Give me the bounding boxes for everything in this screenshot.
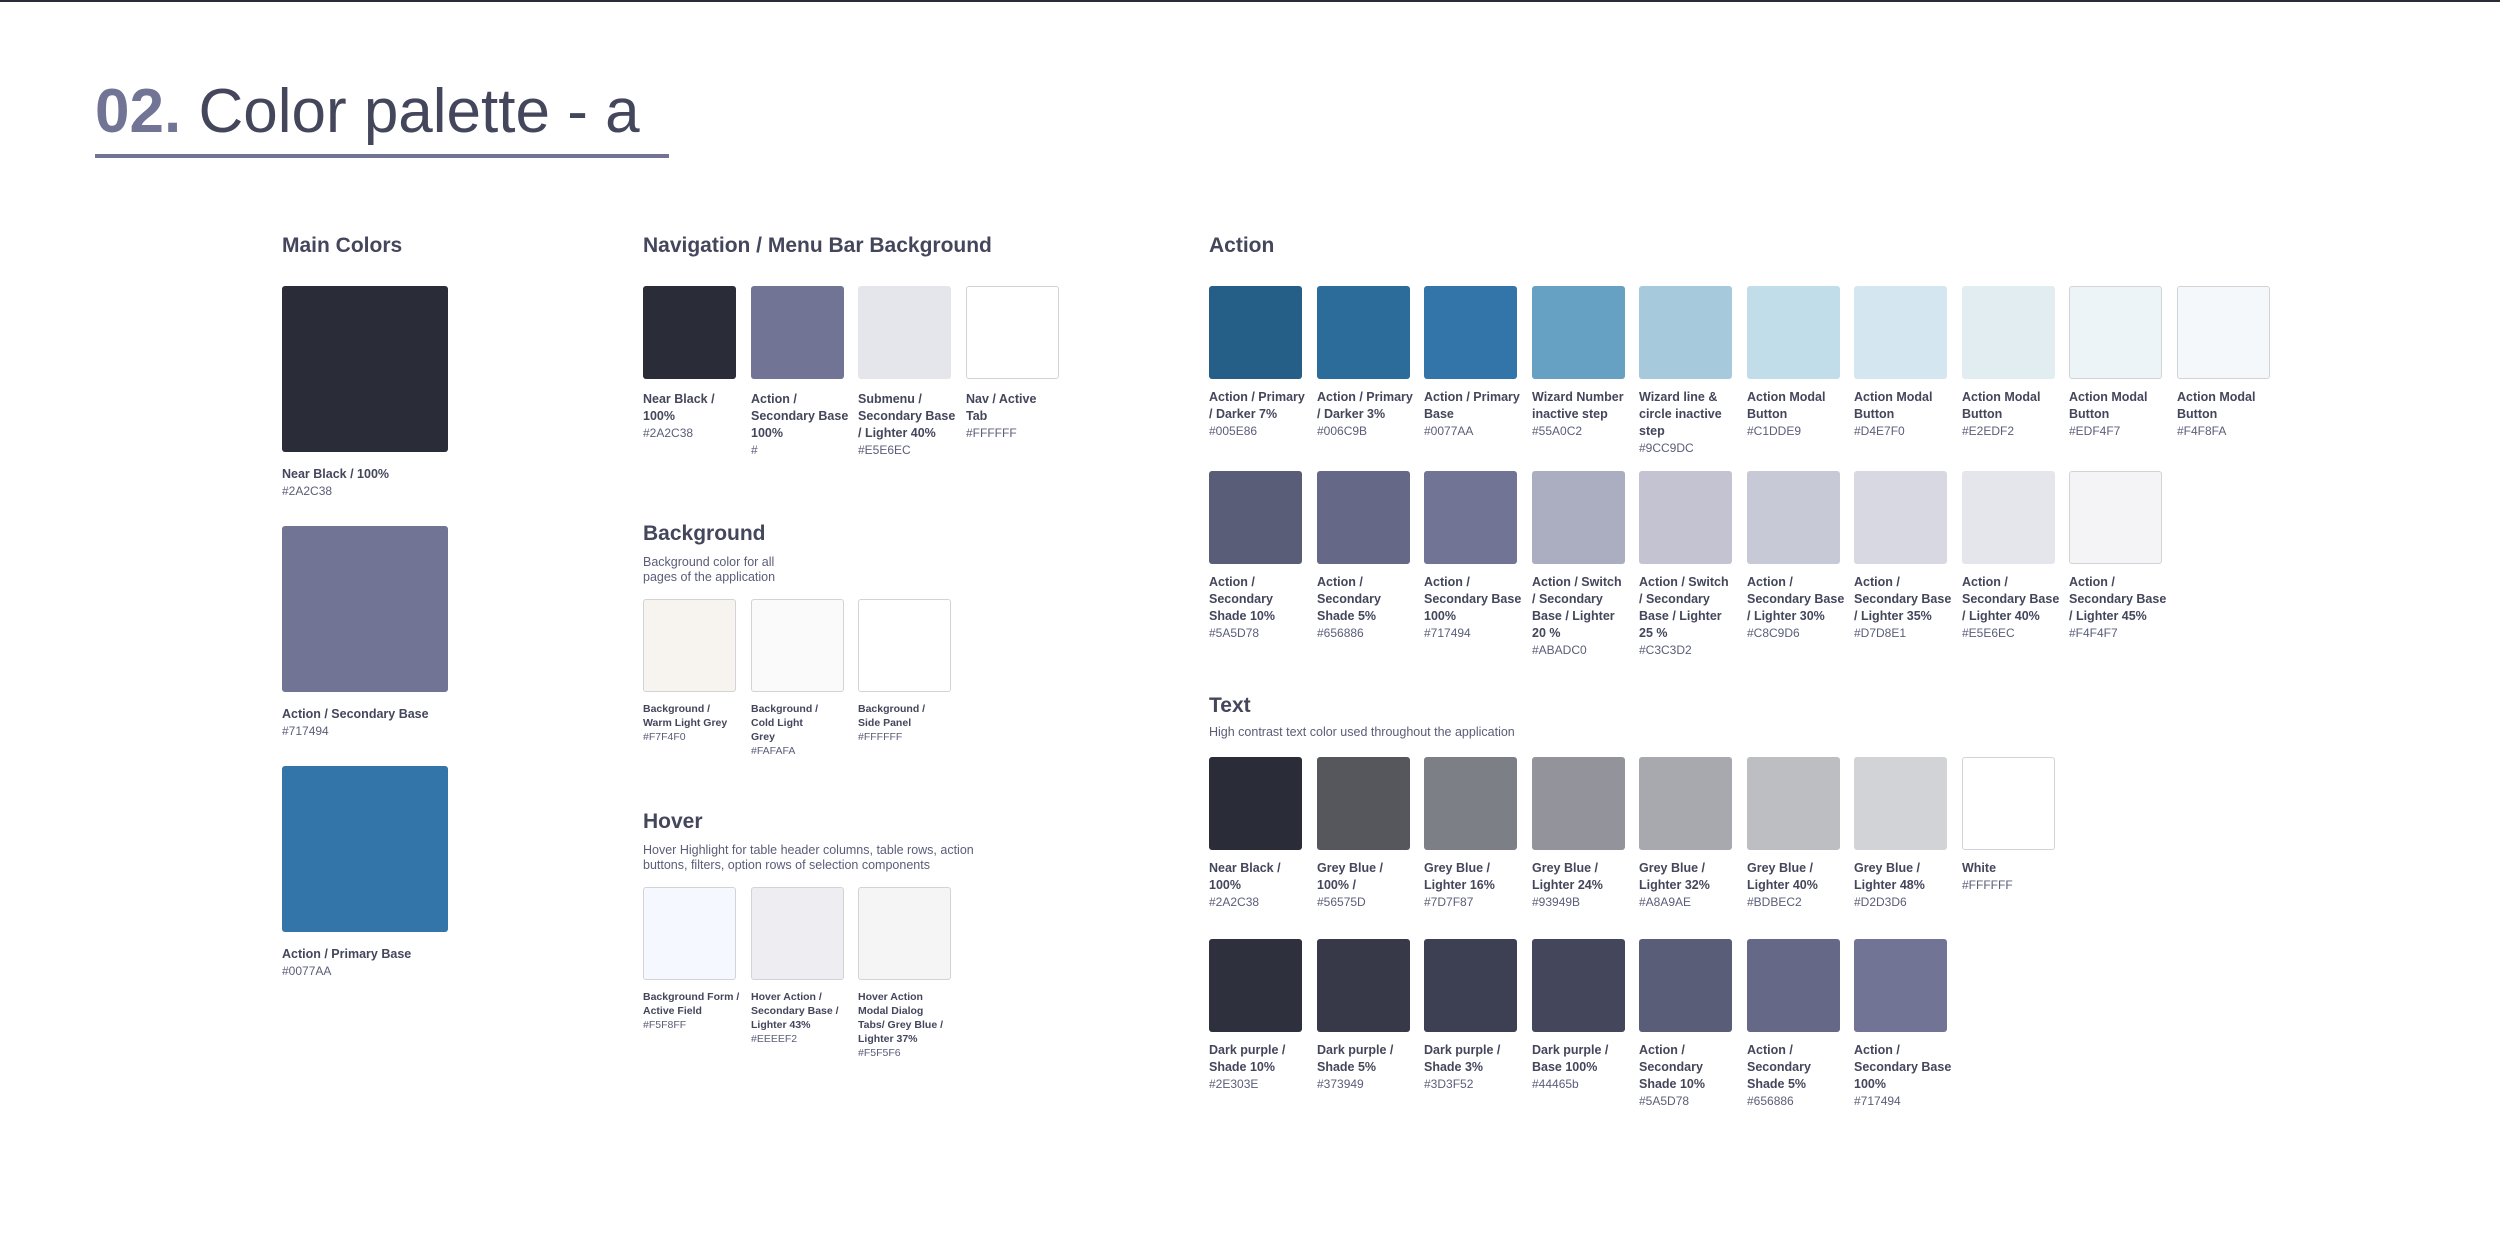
text-color-hex: #BDBEC2 [1747, 895, 1802, 909]
main-color-label: Action / Secondary Base [282, 707, 429, 721]
action-color-hex: #D4E7F0 [1854, 424, 1905, 438]
top-border [0, 0, 2500, 2]
hover-color-label: Background Form / Active Field [643, 991, 740, 1017]
text-color-hex: #2A2C38 [1209, 895, 1260, 909]
action-secondary-color-label: Action / Secondary Base / Lighter 35% [1854, 575, 1952, 623]
action-color-label: Wizard line & circle inactive step [1639, 390, 1722, 438]
action-color-swatch [1747, 286, 1840, 379]
main-color-label: Action / Primary Base [282, 947, 412, 961]
action-secondary-color-hex: #ABADC0 [1532, 643, 1587, 657]
dark-purple-color-swatch [1639, 939, 1732, 1032]
nav-color-hex: #2A2C38 [643, 426, 694, 440]
background-color-swatch [858, 599, 951, 692]
action-secondary-color-label: Action / Secondary Base / Lighter 45% [2069, 575, 2167, 623]
hover-description: Hover Highlight for table header columns, table rows, action buttons, filters, option rows of selection components [643, 843, 974, 872]
dark-purple-color-label: Dark purple / Shade 5% [1317, 1043, 1394, 1074]
text-color-hex: #93949B [1532, 895, 1581, 909]
action-secondary-color-hex: #5A5D78 [1209, 626, 1260, 640]
text-color-label: Grey Blue / Lighter 48% [1854, 861, 1925, 892]
action-color-hex: #F4F8FA [2177, 424, 2227, 438]
action-heading: Action [1209, 234, 1275, 257]
nav-color-swatch [858, 286, 951, 379]
dark-purple-color-hex: #373949 [1317, 1077, 1364, 1091]
action-secondary-color-hex: #E5E6EC [1962, 626, 2015, 640]
action-secondary-color-hex: #D7D8E1 [1854, 626, 1907, 640]
action-secondary-color-label: Action / Secondary Base / Lighter 30% [1747, 575, 1845, 623]
hover-color-swatch [858, 887, 951, 980]
text-color-hex: #FFFFFF [1962, 878, 2013, 892]
action-color-label: Action Modal Button [1854, 390, 1933, 421]
action-secondary-color-swatch [1639, 471, 1732, 564]
dark-purple-color-hex: #3D3F52 [1424, 1077, 1474, 1091]
action-color-hex: #E2EDF2 [1962, 424, 2015, 438]
dark-purple-color-label: Dark purple / Shade 10% [1209, 1043, 1286, 1074]
action-secondary-color-label: Action / Secondary Shade 5% [1317, 575, 1381, 623]
main-color-hex: #717494 [282, 724, 329, 738]
action-color-hex: #C1DDE9 [1747, 424, 1802, 438]
hover-color-swatch [751, 887, 844, 980]
dark-purple-color-label: Dark purple / Base 100% [1532, 1043, 1609, 1074]
nav-color-hex: #FFFFFF [966, 426, 1017, 440]
action-secondary-color-hex: #C8C9D6 [1747, 626, 1800, 640]
action-secondary-color-swatch [1854, 471, 1947, 564]
dark-purple-color-label: Dark purple / Shade 3% [1424, 1043, 1501, 1074]
action-secondary-color-swatch [2069, 471, 2162, 564]
main-colors-heading: Main Colors [282, 234, 403, 257]
action-secondary-color-swatch [1317, 471, 1410, 564]
hover-color-label: Hover Action Modal Dialog Tabs/ Grey Blue / Lighter 37% [858, 991, 943, 1045]
nav-color-swatch [966, 286, 1059, 379]
text-color-hex: #56575D [1317, 895, 1366, 909]
background-heading: Background [643, 522, 766, 545]
dark-purple-color-label: Action / Secondary Shade 10% [1639, 1043, 1706, 1091]
action-color-label: Action / Primary / Darker 3% [1317, 390, 1413, 421]
hover-color-hex: #F5F8FF [643, 1019, 687, 1031]
dark-purple-color-swatch [1317, 939, 1410, 1032]
text-color-swatch [1747, 757, 1840, 850]
action-color-label: Action / Primary Base [1424, 390, 1520, 421]
action-secondary-color-swatch [1209, 471, 1302, 564]
action-color-hex: #006C9B [1317, 424, 1368, 438]
action-secondary-color-label: Action / Switch / Secondary Base / Lighter 20 % [1532, 575, 1622, 640]
section-number: 02. [95, 77, 182, 146]
main-color-swatch [282, 286, 448, 452]
dark-purple-color-hex: #2E303E [1209, 1077, 1259, 1091]
action-secondary-color-hex: #C3C3D2 [1639, 643, 1692, 657]
action-color-swatch [1424, 286, 1517, 379]
navigation-heading: Navigation / Menu Bar Background [643, 234, 992, 257]
nav-color-label: Nav / Active Tab [966, 392, 1037, 423]
page-title [95, 74, 640, 150]
action-secondary-color-label: Action / Secondary Shade 10% [1209, 575, 1276, 623]
background-color-hex: #FFFFFF [858, 731, 903, 743]
text-color-hex: #D2D3D6 [1854, 895, 1907, 909]
dark-purple-color-swatch [1209, 939, 1302, 1032]
action-secondary-color-swatch [1962, 471, 2055, 564]
action-secondary-color-label: Action / Switch / Secondary Base / Lighter 25 % [1639, 575, 1729, 640]
action-color-label: Action Modal Button [2177, 390, 2256, 421]
main-color-swatch [282, 526, 448, 692]
background-color-hex: #F7F4F0 [643, 731, 686, 743]
action-secondary-color-hex: #F4F4F7 [2069, 626, 2118, 640]
action-color-label: Action / Primary / Darker 7% [1209, 390, 1305, 421]
action-color-swatch [1532, 286, 1625, 379]
dark-purple-color-hex: #44465b [1532, 1077, 1579, 1091]
hover-heading: Hover [643, 810, 703, 833]
action-color-hex: #EDF4F7 [2069, 424, 2121, 438]
dark-purple-color-label: Action / Secondary Base 100% [1854, 1043, 1952, 1091]
action-secondary-color-swatch [1424, 471, 1517, 564]
text-color-swatch [1962, 757, 2055, 850]
hover-color-swatch [643, 887, 736, 980]
nav-color-swatch [643, 286, 736, 379]
action-secondary-color-swatch [1532, 471, 1625, 564]
action-color-label: Wizard Number inactive step [1532, 390, 1624, 421]
action-color-hex: #55A0C2 [1532, 424, 1583, 438]
text-color-label: Grey Blue / Lighter 16% [1424, 861, 1495, 892]
dark-purple-color-swatch [1532, 939, 1625, 1032]
action-secondary-color-swatch [1747, 471, 1840, 564]
text-color-label: Grey Blue / Lighter 40% [1747, 861, 1818, 892]
dark-purple-color-hex: #717494 [1854, 1094, 1901, 1108]
dark-purple-color-label: Action / Secondary Shade 5% [1747, 1043, 1811, 1091]
nav-color-hex: #E5E6EC [858, 443, 911, 457]
background-color-hex: #FAFAFA [751, 745, 796, 757]
hover-color-hex: #F5F5F6 [858, 1047, 901, 1059]
background-color-swatch [643, 599, 736, 692]
action-secondary-color-label: Action / Secondary Base / Lighter 40% [1962, 575, 2060, 623]
nav-color-label: Near Black / 100% [643, 392, 715, 423]
dark-purple-color-swatch [1854, 939, 1947, 1032]
text-color-swatch [1639, 757, 1732, 850]
text-color-label: Near Black / 100% [1209, 861, 1281, 892]
action-color-label: Action Modal Button [1962, 390, 2041, 421]
text-description: High contrast text color used throughout the application [1209, 725, 1515, 739]
background-color-label: Background / Cold Light Grey [751, 703, 819, 743]
text-color-label: Grey Blue / Lighter 32% [1639, 861, 1710, 892]
main-color-label: Near Black / 100% [282, 467, 390, 481]
background-color-swatch [751, 599, 844, 692]
dark-purple-color-swatch [1424, 939, 1517, 1032]
main-color-swatch [282, 766, 448, 932]
action-secondary-color-label: Action / Secondary Base 100% [1424, 575, 1522, 623]
text-color-swatch [1317, 757, 1410, 850]
text-color-swatch [1209, 757, 1302, 850]
dark-purple-color-hex: #5A5D78 [1639, 1094, 1690, 1108]
action-color-label: Action Modal Button [1747, 390, 1826, 421]
main-color-hex: #0077AA [282, 964, 332, 978]
action-color-swatch [2177, 286, 2270, 379]
title-underline [95, 154, 669, 158]
nav-color-swatch [751, 286, 844, 379]
text-color-label: Grey Blue / 100% / [1317, 861, 1383, 892]
text-color-swatch [1424, 757, 1517, 850]
text-color-hex: #7D7F87 [1424, 895, 1474, 909]
text-color-swatch [1854, 757, 1947, 850]
nav-color-label: Action / Secondary Base 100% [751, 392, 849, 440]
text-heading: Text [1209, 694, 1251, 717]
hover-color-label: Hover Action / Secondary Base / Lighter 43% [751, 991, 839, 1031]
background-color-label: Background / Warm Light Grey [643, 703, 728, 729]
text-color-label: White [1962, 861, 1997, 875]
text-color-label: Grey Blue / Lighter 24% [1532, 861, 1603, 892]
action-color-swatch [1639, 286, 1732, 379]
hover-color-hex: #EEEEF2 [751, 1033, 798, 1045]
action-color-hex: #0077AA [1424, 424, 1474, 438]
text-color-swatch [1532, 757, 1625, 850]
action-color-swatch [1317, 286, 1410, 379]
action-secondary-color-hex: #656886 [1317, 626, 1364, 640]
background-color-label: Background / Side Panel [858, 703, 926, 729]
action-color-swatch [2069, 286, 2162, 379]
action-color-swatch [1962, 286, 2055, 379]
main-color-hex: #2A2C38 [282, 484, 333, 498]
dark-purple-color-hex: #656886 [1747, 1094, 1794, 1108]
nav-color-hex: # [751, 443, 758, 457]
action-secondary-color-hex: #717494 [1424, 626, 1471, 640]
dark-purple-color-swatch [1747, 939, 1840, 1032]
section-title: Color palette - a [198, 77, 640, 146]
action-color-swatch [1854, 286, 1947, 379]
text-color-hex: #A8A9AE [1639, 895, 1692, 909]
action-color-hex: #005E86 [1209, 424, 1258, 438]
action-color-label: Action Modal Button [2069, 390, 2148, 421]
nav-color-label: Submenu / Secondary Base / Lighter 40% [858, 392, 956, 440]
background-description: Background color for all pages of the application [643, 555, 776, 584]
action-color-swatch [1209, 286, 1302, 379]
action-color-hex: #9CC9DC [1639, 441, 1694, 455]
